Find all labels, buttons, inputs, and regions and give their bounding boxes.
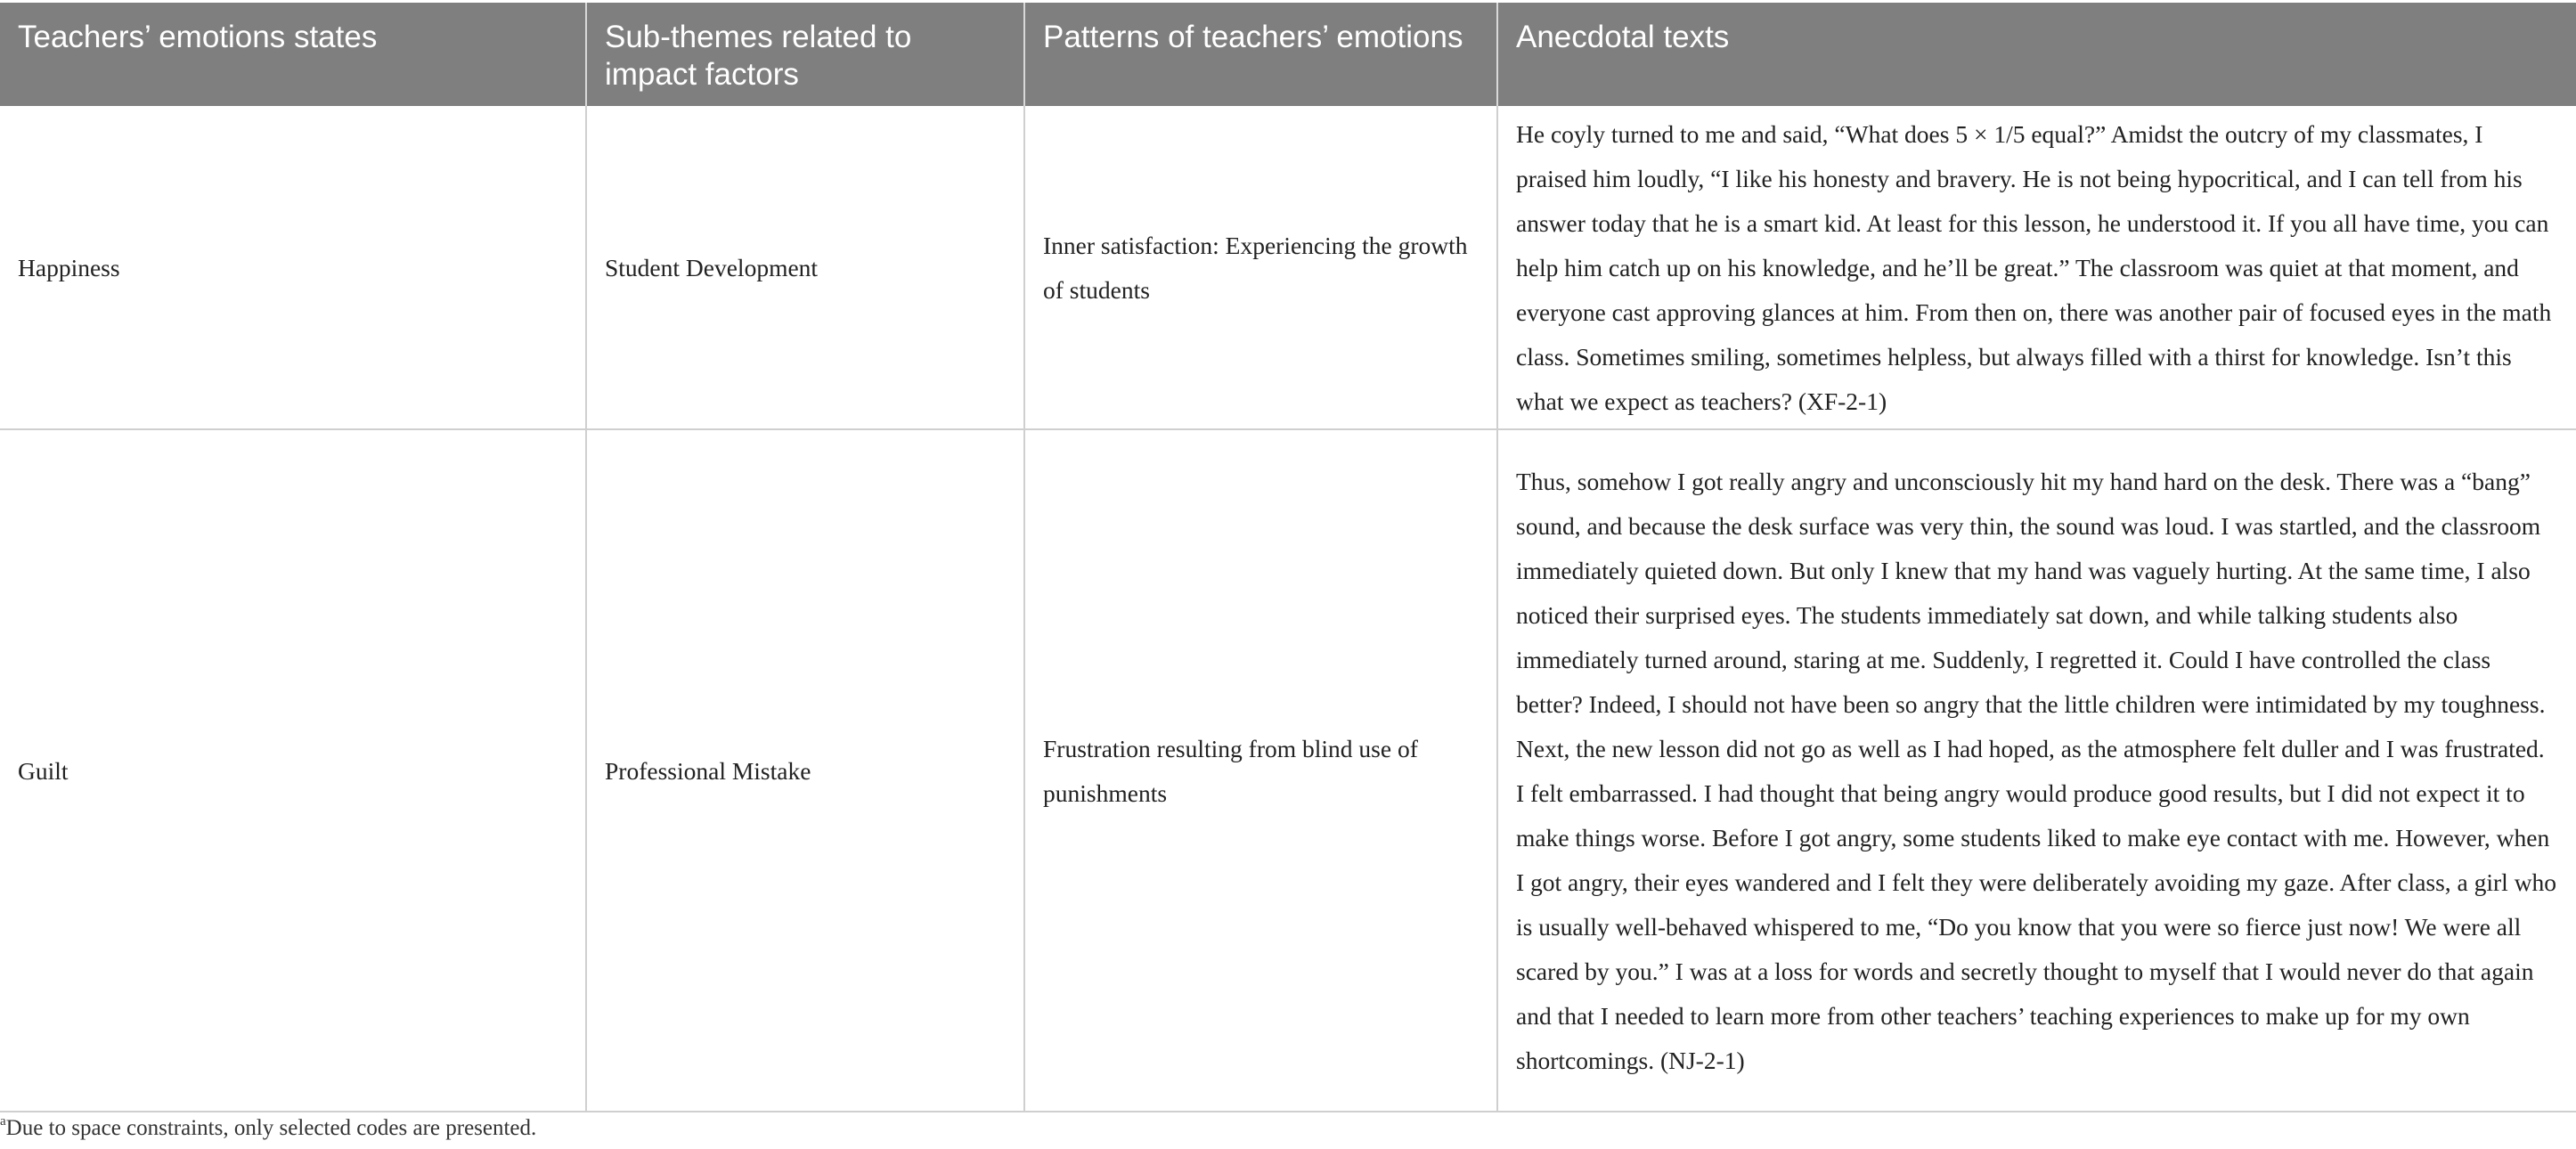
header-emotion-states: Teachers’ emotions states (0, 3, 586, 106)
anecdote-paragraph: He coyly turned to me and said, “What does 5 × 1/5 equal?” Amidst the outcry of my classmates, I praised him loudly, “I like his honesty and bravery. He is not being hypocritical, and I can tell from his answer today that he is a smart kid. At least for this lesson, he understood it. If you all have time, you can help him catch up on his knowledge, and he’ll be great.” The classroom was quiet at that moment, and everyone cast approving glances at him. From then on, there was another pair of focused eyes in the math class. Sometimes smiling, sometimes helpless, but always filled with a thirst for knowledge. Isn’t this what we expect as teachers? (XF-2-1) (1516, 120, 2552, 415)
table-row (0, 106, 2576, 429)
footnote-marker: a (0, 1114, 6, 1129)
cell-pattern: Frustration resulting from blind use of punishments (1024, 429, 1497, 1112)
header-patterns: Patterns of teachers’ emotions (1024, 3, 1497, 106)
table-footnote (0, 1115, 536, 1142)
anecdote-paragraph: Thus, somehow I got really angry and unconsciously hit my hand hard on the desk. There was a “bang” sound, and because the desk surface was very thin, the sound was loud. I was startled, and the classroom immediately quieted down. But only I knew that my hand was vaguely hurting. At the same time, I also noticed their surprised eyes. The students immediately sat down, and while talking students also immediately turned around, staring at me. Suddenly, I regretted it. Could I have controlled the class better? Indeed, I should not have been so angry that the little children were intimidated by my toughness. (1516, 468, 2546, 718)
cell-emotion: Guilt (0, 429, 586, 1112)
cell-subtheme: Professional Mistake (586, 429, 1024, 1112)
cell-pattern: Inner satisfaction: Experiencing the growth of students (1024, 106, 1497, 429)
header-sub-themes: Sub-themes related to impact factors (586, 3, 1024, 106)
emotions-table (0, 3, 2576, 1112)
cell-anecdote (1497, 106, 2576, 429)
table-row (0, 429, 2576, 1112)
header-anecdotal-texts: Anecdotal texts (1497, 3, 2576, 106)
table-header-row (0, 3, 2576, 106)
cell-emotion: Happiness (0, 106, 586, 429)
anecdote-paragraph: Next, the new lesson did not go as well as I had hoped, as the atmosphere felt duller and I was frustrated. I felt embarrassed. I had thought that being angry would produce good results, but I did not expect it to make things worse. Before I got angry, some students liked to make eye contact with me. However, when I got angry, their eyes wandered and I felt they were deliberately avoiding my gaze. After class, a girl who is usually well-behaved whispered to me, “Do you know that you were so fierce just now! We were all scared by you.” I was at a loss for words and secretly thought to myself that I would never do that again and that I needed to learn more from other teachers’ teaching experiences to make up for my own shortcomings. (NJ-2-1) (1516, 735, 2557, 1074)
footnote-text: Due to space constraints, only selected codes are presented. (5, 1116, 537, 1140)
cell-subtheme: Student Development (586, 106, 1024, 429)
cell-anecdote (1497, 429, 2576, 1112)
